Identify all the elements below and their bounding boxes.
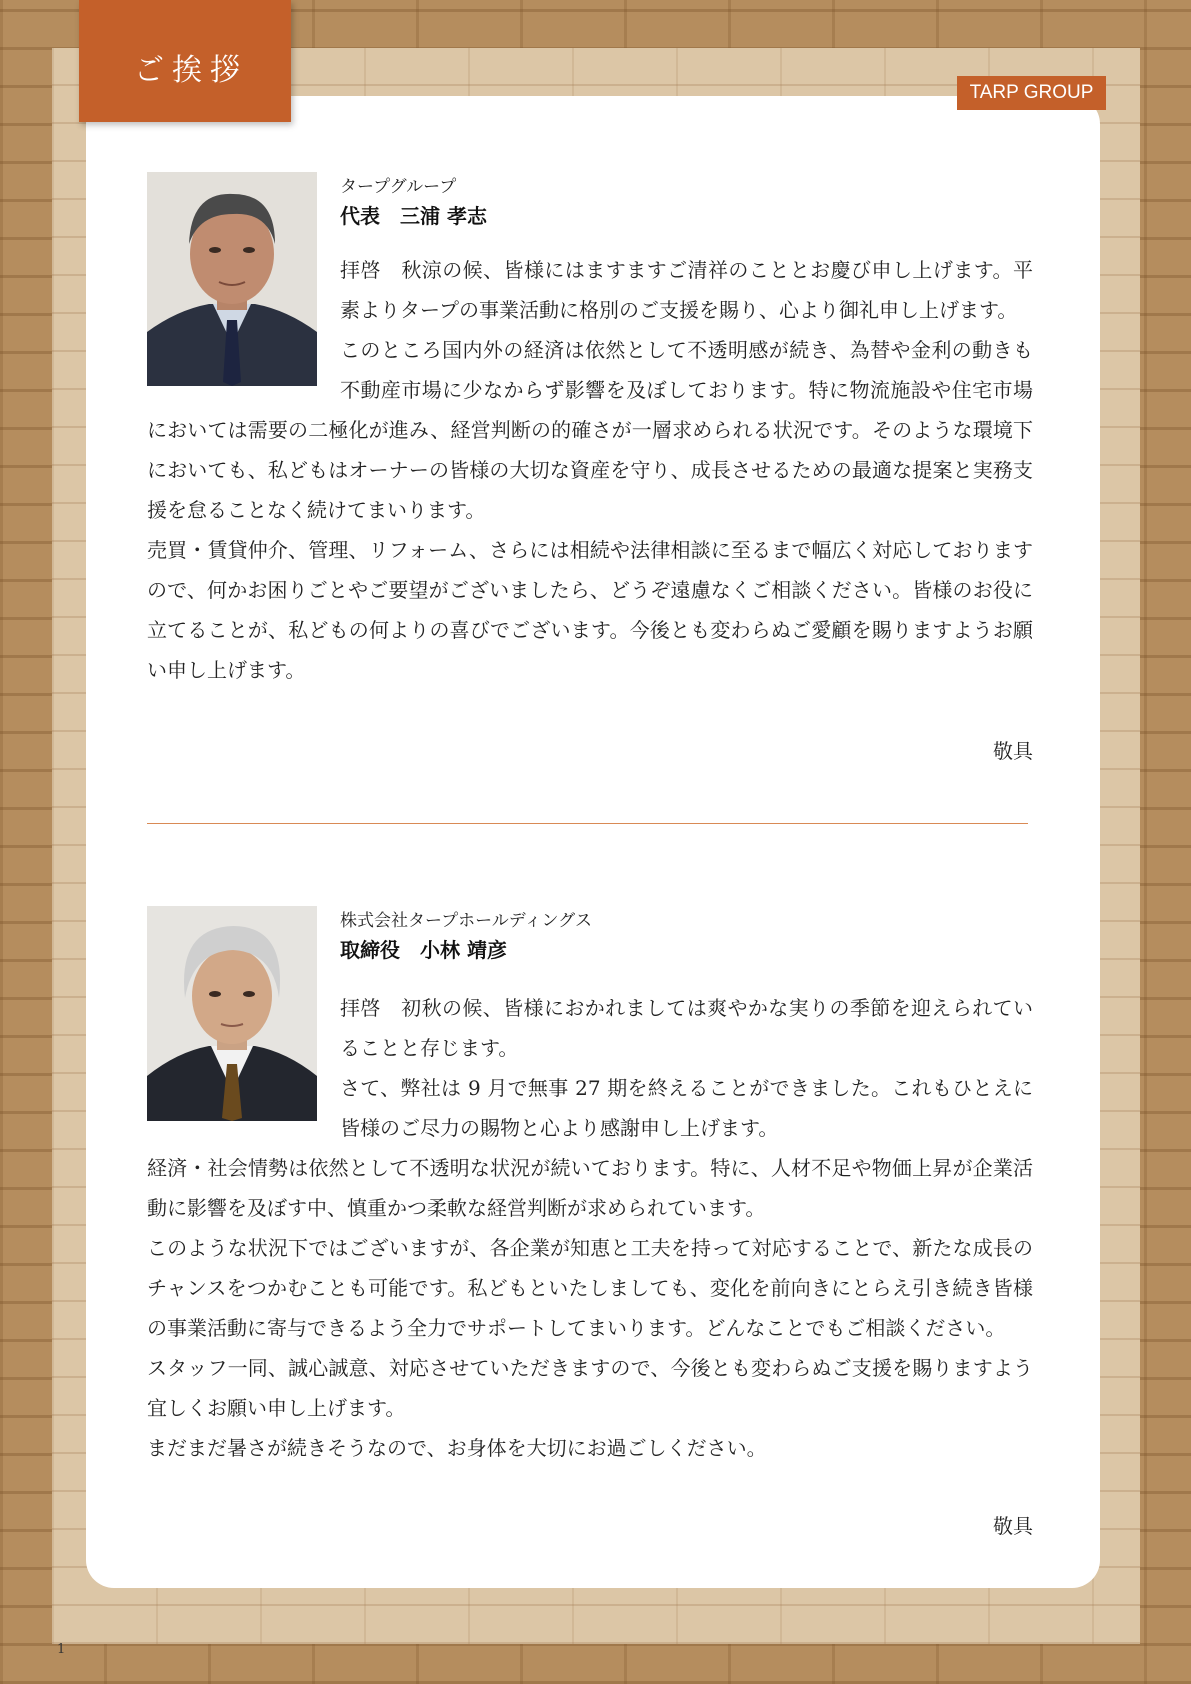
letter-paragraph: まだまだ暑さが続きそうなので、お身体を大切にお過ごしください。 [147, 1436, 767, 1460]
signatory-name-2: 取締役 小林 靖彦 [340, 938, 507, 962]
closing-remark-1: 敬具 [993, 739, 1033, 763]
letter-paragraph: 売買・賃貸仲介、管理、リフォーム、さらには相続や法律相談に至るまで幅広く対応しておりますので、何かお困りごとやご要望がございましたら、どうぞ遠慮なくご相談ください。皆様のお役に立てることが、私どもの何よりの喜びでございます。今後とも変わらぬご愛顧を賜りますようお願い申し上げます。 [147, 538, 1033, 682]
greeting-letter-1 [147, 250, 1033, 690]
greeting-letter-2 [147, 988, 1033, 1468]
letter-paragraph: 拝啓 初秋の候、皆様におかれましては爽やかな実りの季節を迎えられていることと存じます。 [340, 996, 1033, 1060]
organization-name-2: 株式会社タープホールディングス [340, 911, 592, 931]
letter-paragraph: このところ国内外の経済は依然として不透明感が続き、為替や金利の動きも不動産市場に少なからず影響を及ぼしております。特に物流施設や住宅市場においては需要の二極化が進み、経営判断の的確さが一層求められる状況です。そのような環境下においても、私どもはオーナーの皆様の大切な資産を守り、成長させるための最適な提案と実務支援を怠ることなく続けてまいります。 [147, 338, 1033, 522]
organization-name-1: タープグループ [340, 177, 457, 197]
group-badge: TARP GROUP [957, 76, 1106, 110]
page-number: 1 [57, 1642, 66, 1657]
letter-paragraph: このような状況下ではございますが、各企業が知恵と工夫を持って対応することで、新たな成長のチャンスをつかむことも可能です。私どもといたしましても、変化を前向きにとらえ引き続き皆様の事業活動に寄与できるよう全力でサポートしてまいります。どんなことでもご相談ください。 [147, 1236, 1033, 1340]
signatory-name-1: 代表 三浦 孝志 [340, 204, 487, 228]
page-title: ご挨拶 [134, 53, 248, 88]
closing-remark-2: 敬具 [993, 1514, 1033, 1538]
photo-spacer [147, 250, 340, 376]
letter-paragraph: スタッフ一同、誠心誠意、対応させていただきますので、今後とも変わらぬご支援を賜りますよう宜しくお願い申し上げます。 [147, 1356, 1033, 1420]
letter-paragraph: 拝啓 秋涼の候、皆様にはますますご清祥のこととお慶び申し上げます。平素よりタープの事業活動に格別のご支援を賜り、心より御礼申し上げます。 [340, 258, 1033, 322]
letter-paragraph: 経済・社会情勢は依然として不透明な状況が続いております。特に、人材不足や物価上昇が企業活動に影響を及ぼす中、慎重かつ柔軟な経営判断が求められています。 [147, 1156, 1033, 1220]
section-divider [147, 823, 1028, 824]
letter-paragraph: さて、弊社は 9 月で無事 27 期を終えることができました。これもひとえに皆様のご尽力の賜物と心より感謝申し上げます。 [340, 1076, 1033, 1140]
photo-spacer [147, 988, 340, 1128]
